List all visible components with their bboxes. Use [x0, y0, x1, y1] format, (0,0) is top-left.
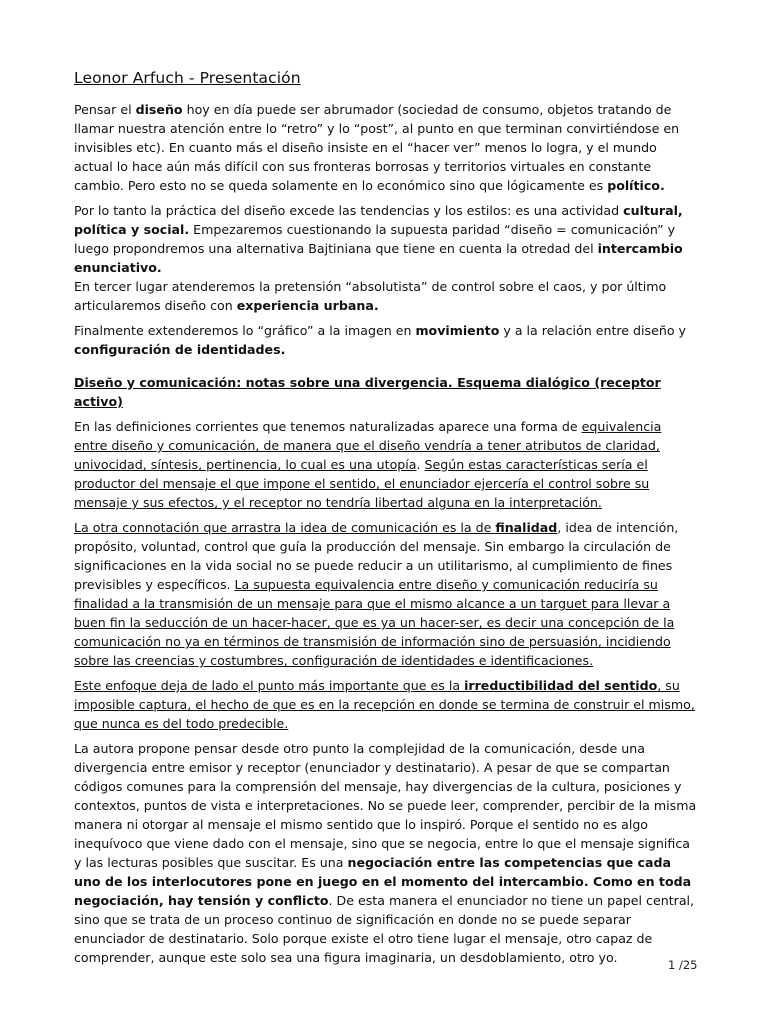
paragraph-divergence — [74, 739, 698, 967]
text-run: , su imposible captura, el hecho de que es en la recepción en donde se termina de construir el mismo, que nunca es del todo predecible. — [74, 678, 695, 731]
text-run: La autora propone pensar desde otro punto la complejidad de la comunicación, desde una divergencia entre emisor y receptor (enunciador y destinatario). A pesar de que se compartan códigos comunes para la comprensión del mensaje, hay divergencias de la cultura, posiciones y contextos, puntos de vista e interpretaciones. No se puede leer, comprender, percibir de la misma manera ni otorgar al mensaje el mismo sentido que lo inspiró. Porque el sentido no es algo inequívoco que viene dado con el mensaje, sino que se negocia, entre lo que el mensaje significa y las lecturas posibles que suscitar. Es una — [74, 741, 697, 870]
paragraph-third-place — [74, 277, 698, 315]
text-run: equivalencia entre diseño y comunicación, de manera que el diseño vendría a tener atributos de claridad, univocidad, síntesis, pertinencia, lo cual es una utopía — [74, 419, 662, 472]
text-run: Por lo tanto la práctica del diseño excede las tendencias y los estilos: es una actividad — [74, 203, 624, 218]
paragraph-definitions — [74, 417, 698, 512]
paragraph-irreducibility — [74, 676, 698, 733]
paragraph-intro — [74, 100, 698, 195]
text-run: irreductibilidad del sentido — [464, 678, 658, 693]
text-run: político. — [607, 178, 665, 193]
text-run: diseño — [135, 102, 183, 117]
text-run: La supuesta equivalencia entre diseño y comunicación reduciría su finalidad a la transmisión de un mensaje para que el mismo alcance a un targuet para llevar a buen fin la seducción de un hacer-hacer, que es ya un hacer-ser, es decir una concepción de la comunicación no ya en términos de transmisión de información sino de persuasión, incidiendo sobre las creencias y costumbres, configuración de identidades e identificaciones. — [74, 577, 675, 668]
text-run: En tercer lugar atenderemos la pretensión “absolutista” de control sobre el caos, y por último articularemos diseño con — [74, 279, 667, 313]
paragraph-practice — [74, 201, 698, 277]
text-run: movimiento — [415, 323, 500, 338]
text-run: Finalmente extenderemos lo “gráfico” a la imagen en — [74, 323, 416, 338]
text-run: Empezaremos cuestionando la supuesta paridad “diseño = comunicación” y luego propondremos una alternativa Bajtiniana que tiene en cuenta la otredad del — [74, 222, 676, 256]
text-run: experiencia urbana. — [236, 298, 379, 313]
text-run: Según estas características sería el productor del mensaje el que impone el sentido, el enunciador ejercería el control sobre su mensaje y sus efectos, y el receptor no tendría libertad alguna en la interpretación. — [74, 457, 650, 510]
text-run: finalidad — [495, 520, 558, 535]
text-run: , idea de intención, propósito, voluntad, control que guía la producción del mensaje. Sin embargo la circulación de significaciones en la vida social no se puede reducir a un utilitarismo, al cumplimiento de fines previsibles y específicos. — [74, 520, 679, 592]
text-run: Pensar el — [74, 102, 136, 117]
text-run: Este enfoque deja de lado el punto más importante que es la — [74, 678, 465, 693]
text-run: negociación entre las competencias que cada uno de los interlocutores pone en juego en el momento del intercambio. Como en toda negociación, hay tensión y conflicto — [74, 855, 692, 908]
text-run: . De esta manera el enunciador no tiene un papel central, sino que se trata de un proceso continuo de significación en donde no se puede separar enunciador de destinatario. Solo porque existe el otro tiene lugar el mensaje, otro capaz de comprender, aunque este solo sea una figura imaginaria, un desdoblamiento, otro yo. — [74, 893, 695, 965]
text-run: intercambio enunciativo. — [74, 241, 683, 275]
text-run: cultural, política y social. — [74, 203, 683, 237]
section-heading: Diseño y comunicación: notas sobre una divergencia. Esquema dialógico (receptor activo) — [74, 375, 661, 409]
document-page — [74, 68, 698, 973]
paragraph-finally — [74, 321, 698, 359]
text-run: . — [416, 457, 425, 472]
text-run: configuración de identidades. — [74, 342, 286, 357]
text-run: En las definiciones corrientes que tenemos naturalizadas aparece una forma de — [74, 419, 582, 434]
text-run: La otra connotación que arrastra la idea de comunicación es la de — [74, 520, 496, 535]
paragraph-finality — [74, 518, 698, 670]
document-title: Leonor Arfuch - Presentación — [74, 69, 301, 87]
text-run: y a la relación entre diseño y — [499, 323, 687, 338]
text-run: hoy en día puede ser abrumador (sociedad de consumo, objetos tratando de llamar nuestra atención entre lo “retro” y lo “post”, al punto en que terminan convirtiéndose en invisibles etc). En cuanto más el diseño insiste en el “hacer ver” menos lo logra, y el mundo actual lo hace aún más difícil con sus fronteras borrosas y territorios virtuales en constante cambio. Pero esto no se queda solamente en lo económico sino que lógicamente es — [74, 102, 680, 193]
page-number: 1 /25 — [668, 958, 698, 972]
